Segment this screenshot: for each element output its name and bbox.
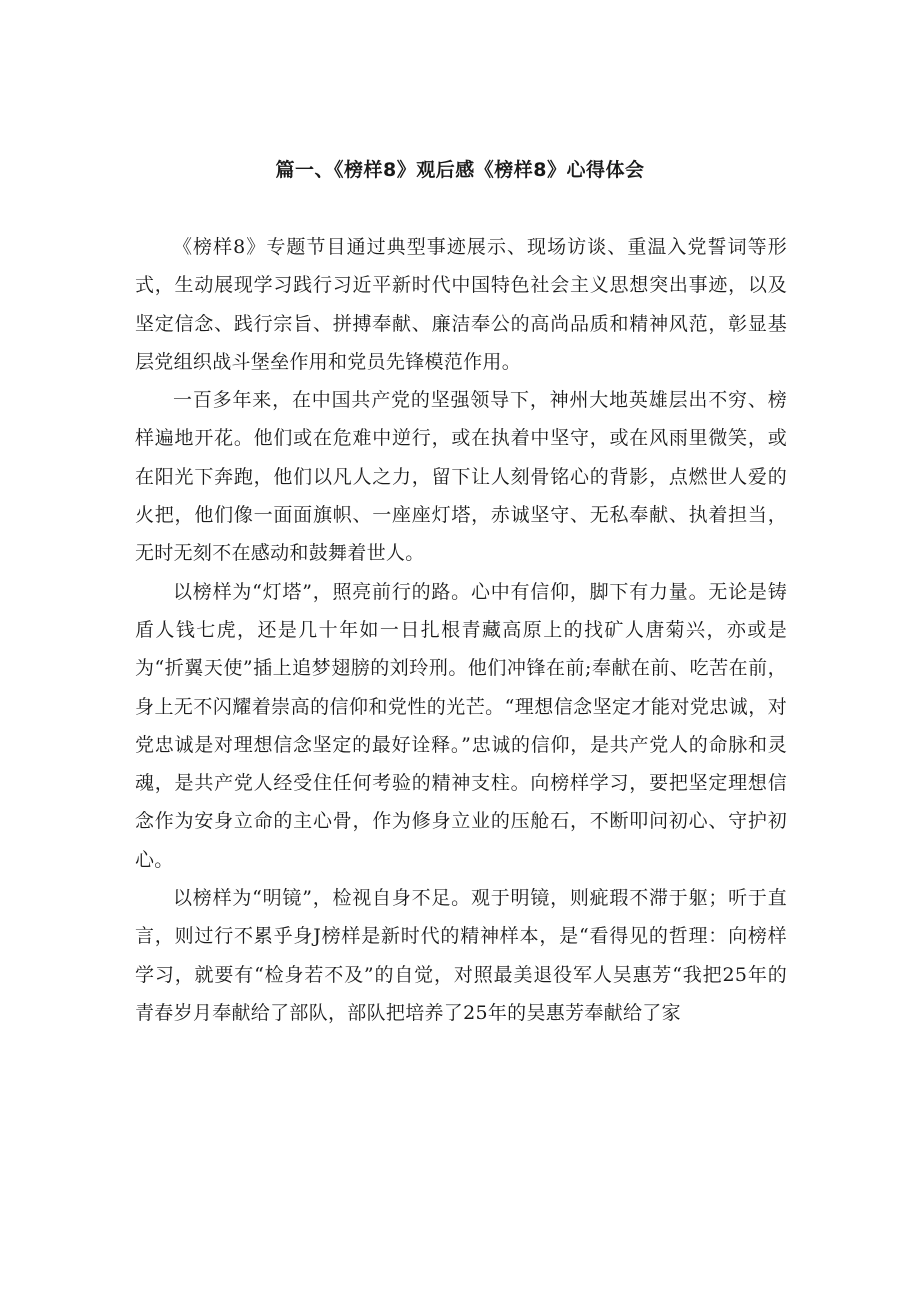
paragraph-lighthouse: 以榜样为“灯塔”，照亮前行的路。心中有信仰，脚下有力量。无论是铸盾人钱七虎，还是几十年如一日扎根青藏高原上的找矿人唐菊兴，亦或是为“折翼天使”插上追梦翅膀的刘玲刑。他们冲锋在前;奉献在前、吃苦在前，身上无不闪耀着崇高的信仰和党性的光芒。“理想信念坚定才能对党忠诚，对党忠诚是对理想信念坚定的最好诠释。”忠诚的信仰，是共产党人的命脉和灵魂，是共产党人经受住任何考验的精神支柱。向榜样学习，要把坚定理想信念作为安身立命的主心骨，作为修身立业的压舱石，不断叩问初心、守护初心。 — [135, 580, 787, 871]
document-body — [135, 228, 787, 1032]
paragraph-mirror: 以榜样为“明镜”，检视自身不足。观于明镜，则疵瑕不滞于躯；听于直言，则过行不累乎身J榜样是新时代的精神样本，是“看得见的哲理：向榜样学习，就要有“检身若不及”的自觉，对照最美退役军人吴惠芳“我把25年的青春岁月奉献给了部队，部队把培养了25年的吴惠芳奉献给了家 — [135, 887, 787, 1024]
document-title: 篇一、《榜样8》观后感《榜样8》心得体会 — [275, 159, 645, 181]
paragraph-heroes: 一百多年来，在中国共产党的坚强领导下，神州大地英雄层出不穷、榜样遍地开花。他们或在危难中逆行，或在执着中坚守，或在风雨里微笑，或在阳光下奔跑，他们以凡人之力，留下让人刻骨铭心的背影，点燃世人爱的火把，他们像一面面旗帜、一座座灯塔，赤诚坚守、无私奉献、执着担当，无时无刻不在感动和鼓舞着世人。 — [135, 389, 787, 565]
paragraph-intro: 《榜样8》专题节目通过典型事迹展示、现场访谈、重温入党誓词等形式，生动展现学习践行习近平新时代中国特色社会主义思想突出事迹，以及坚定信念、践行宗旨、拼搏奉献、廉洁奉公的高尚品质和精神风范，彰显基层党组织战斗堡垒作用和党员先锋模范作用。 — [135, 236, 787, 373]
